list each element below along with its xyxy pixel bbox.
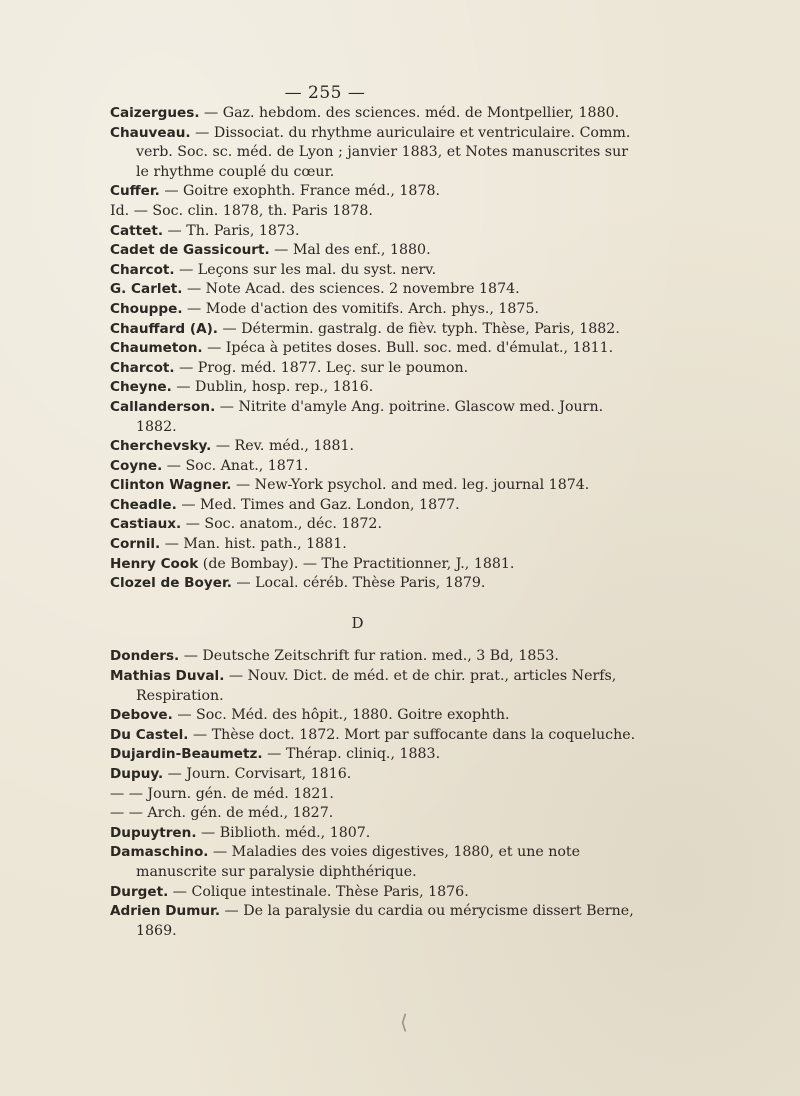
section-c-list: [110, 104, 645, 594]
entry-reference: — Nitrite d'amyle Ang. poitrine. Glascow med. Journ. 1882.: [136, 398, 604, 435]
entry-author: Adrien Dumur.: [110, 903, 220, 920]
entry-author: Dupuy.: [110, 766, 164, 782]
entry-reference: — Goitre exophth. France méd., 1878.: [159, 183, 441, 200]
bibliography-entry: [110, 726, 645, 746]
entry-reference: — Biblioth. méd., 1807.: [196, 824, 371, 841]
entry-author: Charcot.: [110, 261, 175, 278]
entry-author: Clinton Wagner.: [110, 477, 232, 494]
entry-author: Cadet de Gassicourt.: [110, 242, 270, 259]
entry-author: Cheyne.: [110, 379, 172, 396]
entry-reference: — Mode d'action des vomitifs. Arch. phys., 1875.: [182, 300, 539, 317]
entry-reference: — Nouv. Dict. de méd. et de chir. prat., articles Nerfs, Respiration.: [136, 668, 617, 704]
entry-author: Damaschino.: [110, 844, 209, 861]
page-number: — 255 —: [284, 83, 366, 103]
entry-author: Chaumeton.: [110, 340, 203, 357]
entry-author: Donders.: [110, 648, 180, 665]
bibliography-entry: [110, 574, 645, 594]
bibliography-column: [110, 104, 645, 941]
bibliography-entry: [110, 339, 645, 359]
entry-reference: — Dublin, hosp. rep., 1816.: [171, 379, 374, 396]
entry-author: Cattet.: [110, 222, 164, 239]
entry-reference: — Mal des enf., 1880.: [269, 242, 431, 259]
entry-reference: — Soc. Anat., 1871.: [162, 457, 309, 474]
entry-reference: — Gaz. hebdom. des sciences. méd. de Montpellier, 1880.: [199, 105, 620, 121]
bibliography-entry: [110, 202, 645, 222]
entry-reference: — Prog. méd. 1877. Leç. sur le poumon.: [174, 359, 469, 376]
bibliography-entry: [110, 280, 645, 300]
entry-reference: — New-York psychol. and med. leg. journal 1874.: [231, 477, 590, 494]
bibliography-entry: [110, 883, 645, 903]
entry-author: Henry Cook: [110, 555, 199, 572]
entry-reference: — Colique intestinale. Thèse Paris, 1876.: [168, 883, 469, 900]
entry-reference: — Man. hist. path., 1881.: [160, 536, 347, 553]
bibliography-entry: [110, 804, 645, 824]
entry-author: Charcot.: [110, 359, 175, 376]
entry-reference: — Th. Paris, 1873.: [163, 222, 300, 239]
bibliography-entry: [110, 261, 645, 281]
entry-reference: — Thèse doct. 1872. Mort par suffocante dans la coqueluche.: [188, 726, 636, 743]
entry-author: Coyne.: [110, 457, 163, 474]
entry-author: Dujardin-Beaumetz.: [110, 746, 263, 763]
bibliography-entry: [110, 902, 645, 941]
entry-reference: (de Bombay). — The Practitionner, J., 1881.: [198, 555, 515, 572]
bibliography-entry: [110, 785, 645, 805]
bibliography-entry: [110, 241, 645, 261]
bibliography-entry: [110, 222, 645, 242]
bibliography-entry: [110, 104, 645, 124]
entry-author: Chauffard (A).: [110, 320, 218, 337]
entry-author: Cherchevsky.: [110, 438, 212, 455]
entry-author: Debove.: [110, 707, 173, 724]
entry-reference: — Local. céréb. Thèse Paris, 1879.: [231, 575, 486, 592]
bibliography-entry: [110, 320, 645, 340]
bibliography-entry: [110, 437, 645, 457]
entry-author: Castiaux.: [110, 516, 182, 533]
bibliography-entry: [110, 535, 645, 555]
entry-reference: — Deutsche Zeitschrift fur ration. med., 3 Bd, 1853.: [179, 648, 559, 665]
entry-reference: — Note Acad. des sciences. 2 novembre 1874.: [182, 281, 520, 298]
entry-reference: — Détermin. gastralg. de fièv. typh. Thèse, Paris, 1882.: [217, 320, 620, 337]
bibliography-entry: [110, 300, 645, 320]
entry-reference: — Journ. Corvisart, 1816.: [163, 766, 352, 782]
entry-reference: — Soc. Méd. des hôpit., 1880. Goitre exophth.: [172, 707, 510, 724]
entry-author: Dupuytren.: [110, 824, 197, 841]
entry-reference: — De la paralysie du cardia ou mérycisme dissert Berne, 1869.: [136, 903, 634, 939]
bibliography-entry: [110, 843, 645, 882]
entry-reference: — Leçons sur les mal. du syst. nerv.: [174, 261, 437, 278]
entry-author: Caizergues.: [110, 105, 200, 121]
bibliography-entry: [110, 359, 645, 379]
entry-author: Du Castel.: [110, 726, 189, 743]
bibliography-entry: [110, 457, 645, 477]
bibliography-entry: [110, 124, 645, 183]
entry-author: Callanderson.: [110, 398, 216, 415]
bibliography-entry: [110, 647, 645, 667]
bibliography-entry: [110, 706, 645, 726]
entry-author: Clozel de Boyer.: [110, 575, 232, 592]
entry-reference: — Rev. méd., 1881.: [211, 438, 355, 455]
bibliography-entry: [110, 555, 645, 575]
entry-reference: — Maladies des voies digestives, 1880, et une note manuscrite sur paralysie diphthérique.: [136, 844, 581, 880]
entry-author: Chouppe.: [110, 300, 183, 317]
bibliography-entry: [110, 182, 645, 202]
entry-author: Cheadle.: [110, 496, 177, 513]
bibliography-entry: [110, 515, 645, 535]
bibliography-entry: [110, 667, 645, 706]
entry-reference: — Thérap. cliniq., 1883.: [262, 746, 441, 763]
section-letter-d: D: [351, 613, 364, 632]
entry-author: Chauveau.: [110, 124, 191, 141]
ink-mark: ⟨: [400, 1010, 408, 1034]
entry-author: Cuffer.: [110, 183, 160, 200]
bibliography-entry: [110, 378, 645, 398]
entry-reference: Id. — Soc. clin. 1878, th. Paris 1878.: [110, 202, 373, 219]
entry-author: Durget.: [110, 883, 169, 900]
bibliography-entry: [110, 824, 645, 844]
entry-author: G. Carlet.: [110, 281, 183, 298]
entry-reference: — — Arch. gén. de méd., 1827.: [110, 805, 334, 822]
entry-reference: — Soc. anatom., déc. 1872.: [181, 516, 382, 533]
entry-reference: — Med. Times and Gaz. London, 1877.: [176, 496, 460, 513]
section-d-list: [110, 647, 645, 941]
entry-author: Cornil.: [110, 536, 161, 553]
bibliography-entry: [110, 476, 645, 496]
entry-author: Mathias Duval.: [110, 668, 225, 685]
bibliography-entry: [110, 496, 645, 516]
entry-reference: — Ipéca à petites doses. Bull. soc. med. d'émulat., 1811.: [202, 340, 614, 357]
entry-reference: — Dissociat. du rhythme auriculaire et ventriculaire. Comm. verb. Soc. sc. méd. de Lyon ; janvier 1883, et Notes manuscrites sur le rhythme couplé du cœur.: [136, 124, 631, 180]
bibliography-entry: [110, 765, 645, 785]
bibliography-entry: [110, 745, 645, 765]
entry-reference: — — Journ. gén. de méd. 1821.: [110, 785, 334, 802]
bibliography-entry: [110, 398, 645, 437]
